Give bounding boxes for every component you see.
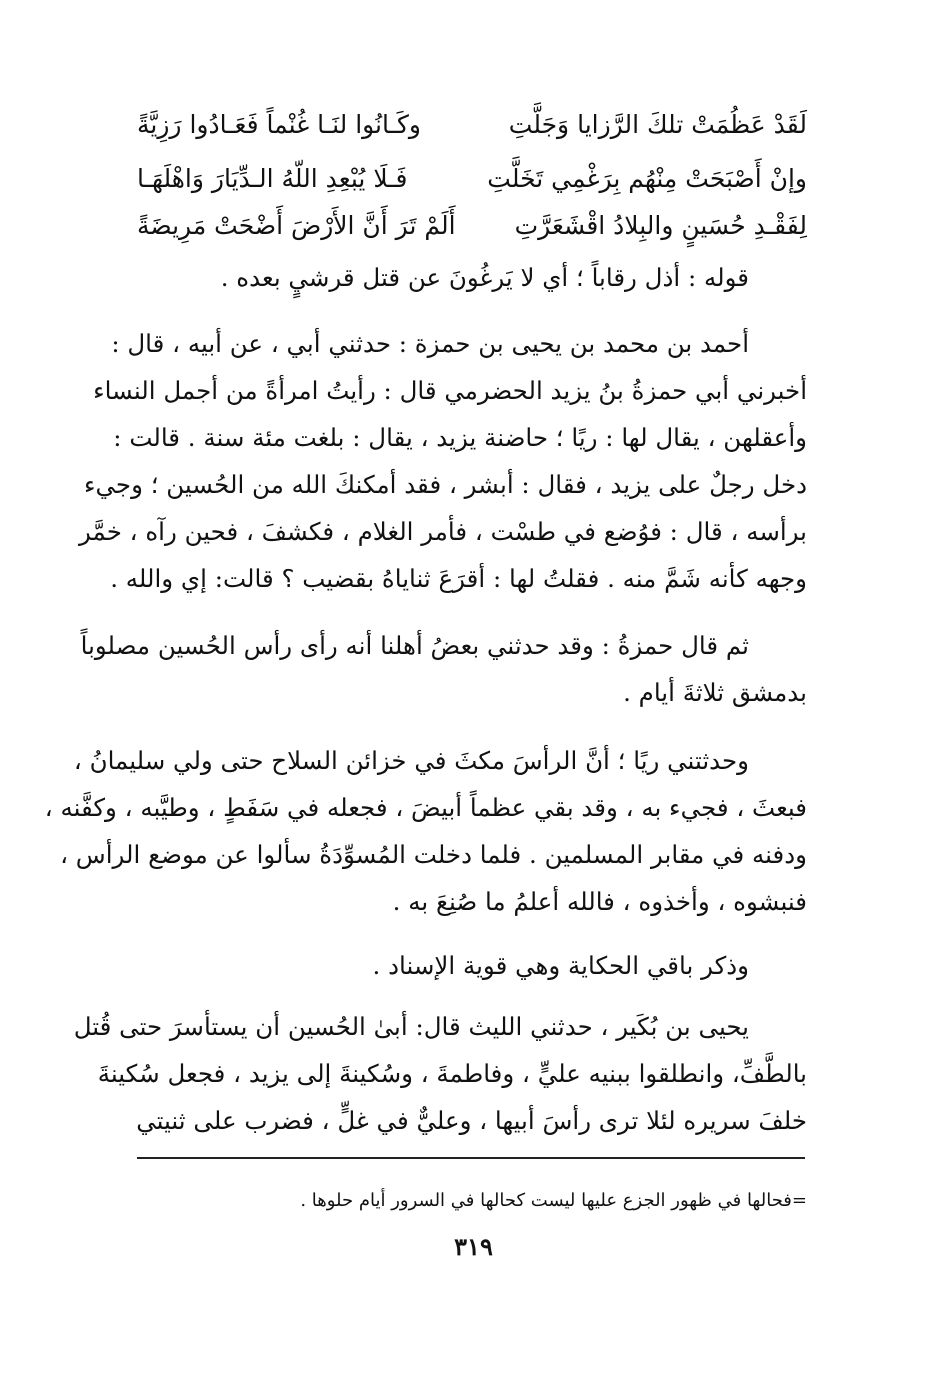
footnote-separator — [137, 1157, 805, 1159]
verse-second-hemistich: فَـلَا يُبْعِدِ اللّهُ الـدِّيَارَ وَاهْلَهَـا — [137, 164, 408, 193]
paragraph-line: وذكر باقي الحكاية وهي قوية الإسناد . — [372, 951, 749, 980]
verse-second-hemistich: أَلَمْ تَرَ أَنَّ الأَرْضَ أَضْحَتْ مَرِيضَةً — [137, 211, 456, 240]
paragraph-line: دخل رجلٌ على يزيد ، فقال : أبشر ، فقد أمكنكَ الله من الحُسين ؛ وجيء — [83, 470, 807, 499]
poem-verse — [137, 157, 807, 201]
verse-first-hemistich: لَقَدْ عَظُمَتْ تلكَ الرَّزايا وَجَلَّتِ — [508, 110, 807, 139]
paragraph-line: خلفَ سريره لئلا ترى رأسَ أبيها ، وعليٌّ في غلٍّ ، فضرب على ثنيتي — [136, 1106, 807, 1135]
paragraph-line: بدمشق ثلاثةَ أيام . — [623, 678, 807, 707]
page-number: ٣١٩ — [454, 1232, 493, 1261]
footnote: =فحالها في ظهور الجزع عليها ليست كحالها في السرور أيام حلوها . — [300, 1190, 807, 1211]
verse-commentary — [137, 254, 807, 301]
paragraph-line: فبعثَ ، فجيء به ، وقد بقي عظماً أبيضَ ، فجعله في سَفَطٍ ، وطيَّبه ، وكفَّنه ، — [44, 793, 807, 822]
paragraph — [73, 1003, 807, 1144]
verse-first-hemistich: وإنْ أَصْبَحَتْ مِنْهُم بِرَغْمِي تَخَلَّتِ — [487, 164, 807, 193]
commentary-line: قوله : أذل رقاباً ؛ أي لا يَرغُونَ عن قتل قرشيٍ بعده . — [220, 263, 749, 292]
paragraph-line: وحدثتني ريًا ؛ أنَّ الرأسَ مكثَ في خزائن السلاح حتى ولي سليمانُ ، — [73, 746, 749, 775]
poem-verse — [137, 204, 807, 248]
paragraph-line: وجهه كأنه شَمَّ منه . فقلتُ لها : أقرَعَ ثناياهُ بقضيب ؟ قالت: إي والله . — [110, 564, 807, 593]
paragraph-line: وأعقلهن ، يقال لها : ريًا ؛ حاضنة يزيد ، يقال : بلغت مئة سنة . قالت : — [113, 423, 807, 452]
paragraph-line: بالطَّفِّ، وانطلقوا ببنيه عليٍّ ، وفاطمةَ ، وسُكينةَ إلى يزيد ، فجعل سُكينةَ — [97, 1059, 807, 1088]
paragraph-line: برأسه ، قال : فوُضع في طسْت ، فأمر الغلام ، فكشفَ ، فحين رآه ، خمَّر — [79, 517, 807, 546]
paragraph-line: أخبرني أبي حمزةُ بنُ يزيد الحضرمي قال : رأيتُ امرأةً من أجمل النساء — [93, 376, 807, 405]
paragraph — [44, 737, 807, 925]
verse-second-hemistich: وكَـانُوا لنَـا غُنْماً فَعَـادُوا رَزِيَّةً — [137, 110, 421, 139]
paragraph-line: ثم قال حمزةُ : وقد حدثني بعضُ أهلنا أنه رأى رأس الحُسين مصلوباً — [80, 631, 749, 660]
verse-first-hemistich: لِفَقْـدِ حُسَينٍ والبِلادُ اقْشَعَرَّتِ — [514, 211, 807, 240]
paragraph-line: يحيى بن بُكَير ، حدثني الليث قال: أبىٰ الحُسين أن يستأسرَ حتى قُتل — [73, 1012, 749, 1041]
paragraph-line: فنبشوه ، وأخذوه ، فالله أعلمُ ما صُنِعَ به . — [392, 887, 807, 916]
paragraph — [137, 942, 807, 989]
paragraph-line: أحمد بن محمد بن يحيى بن حمزة : حدثني أبي ، عن أبيه ، قال : — [111, 329, 749, 358]
poem-verse — [137, 103, 807, 147]
paragraph — [79, 320, 807, 602]
paragraph — [80, 622, 807, 716]
paragraph-line: ودفنه في مقابر المسلمين . فلما دخلت المُسوِّدَةُ سألوا عن موضع الرأس ، — [60, 840, 807, 869]
